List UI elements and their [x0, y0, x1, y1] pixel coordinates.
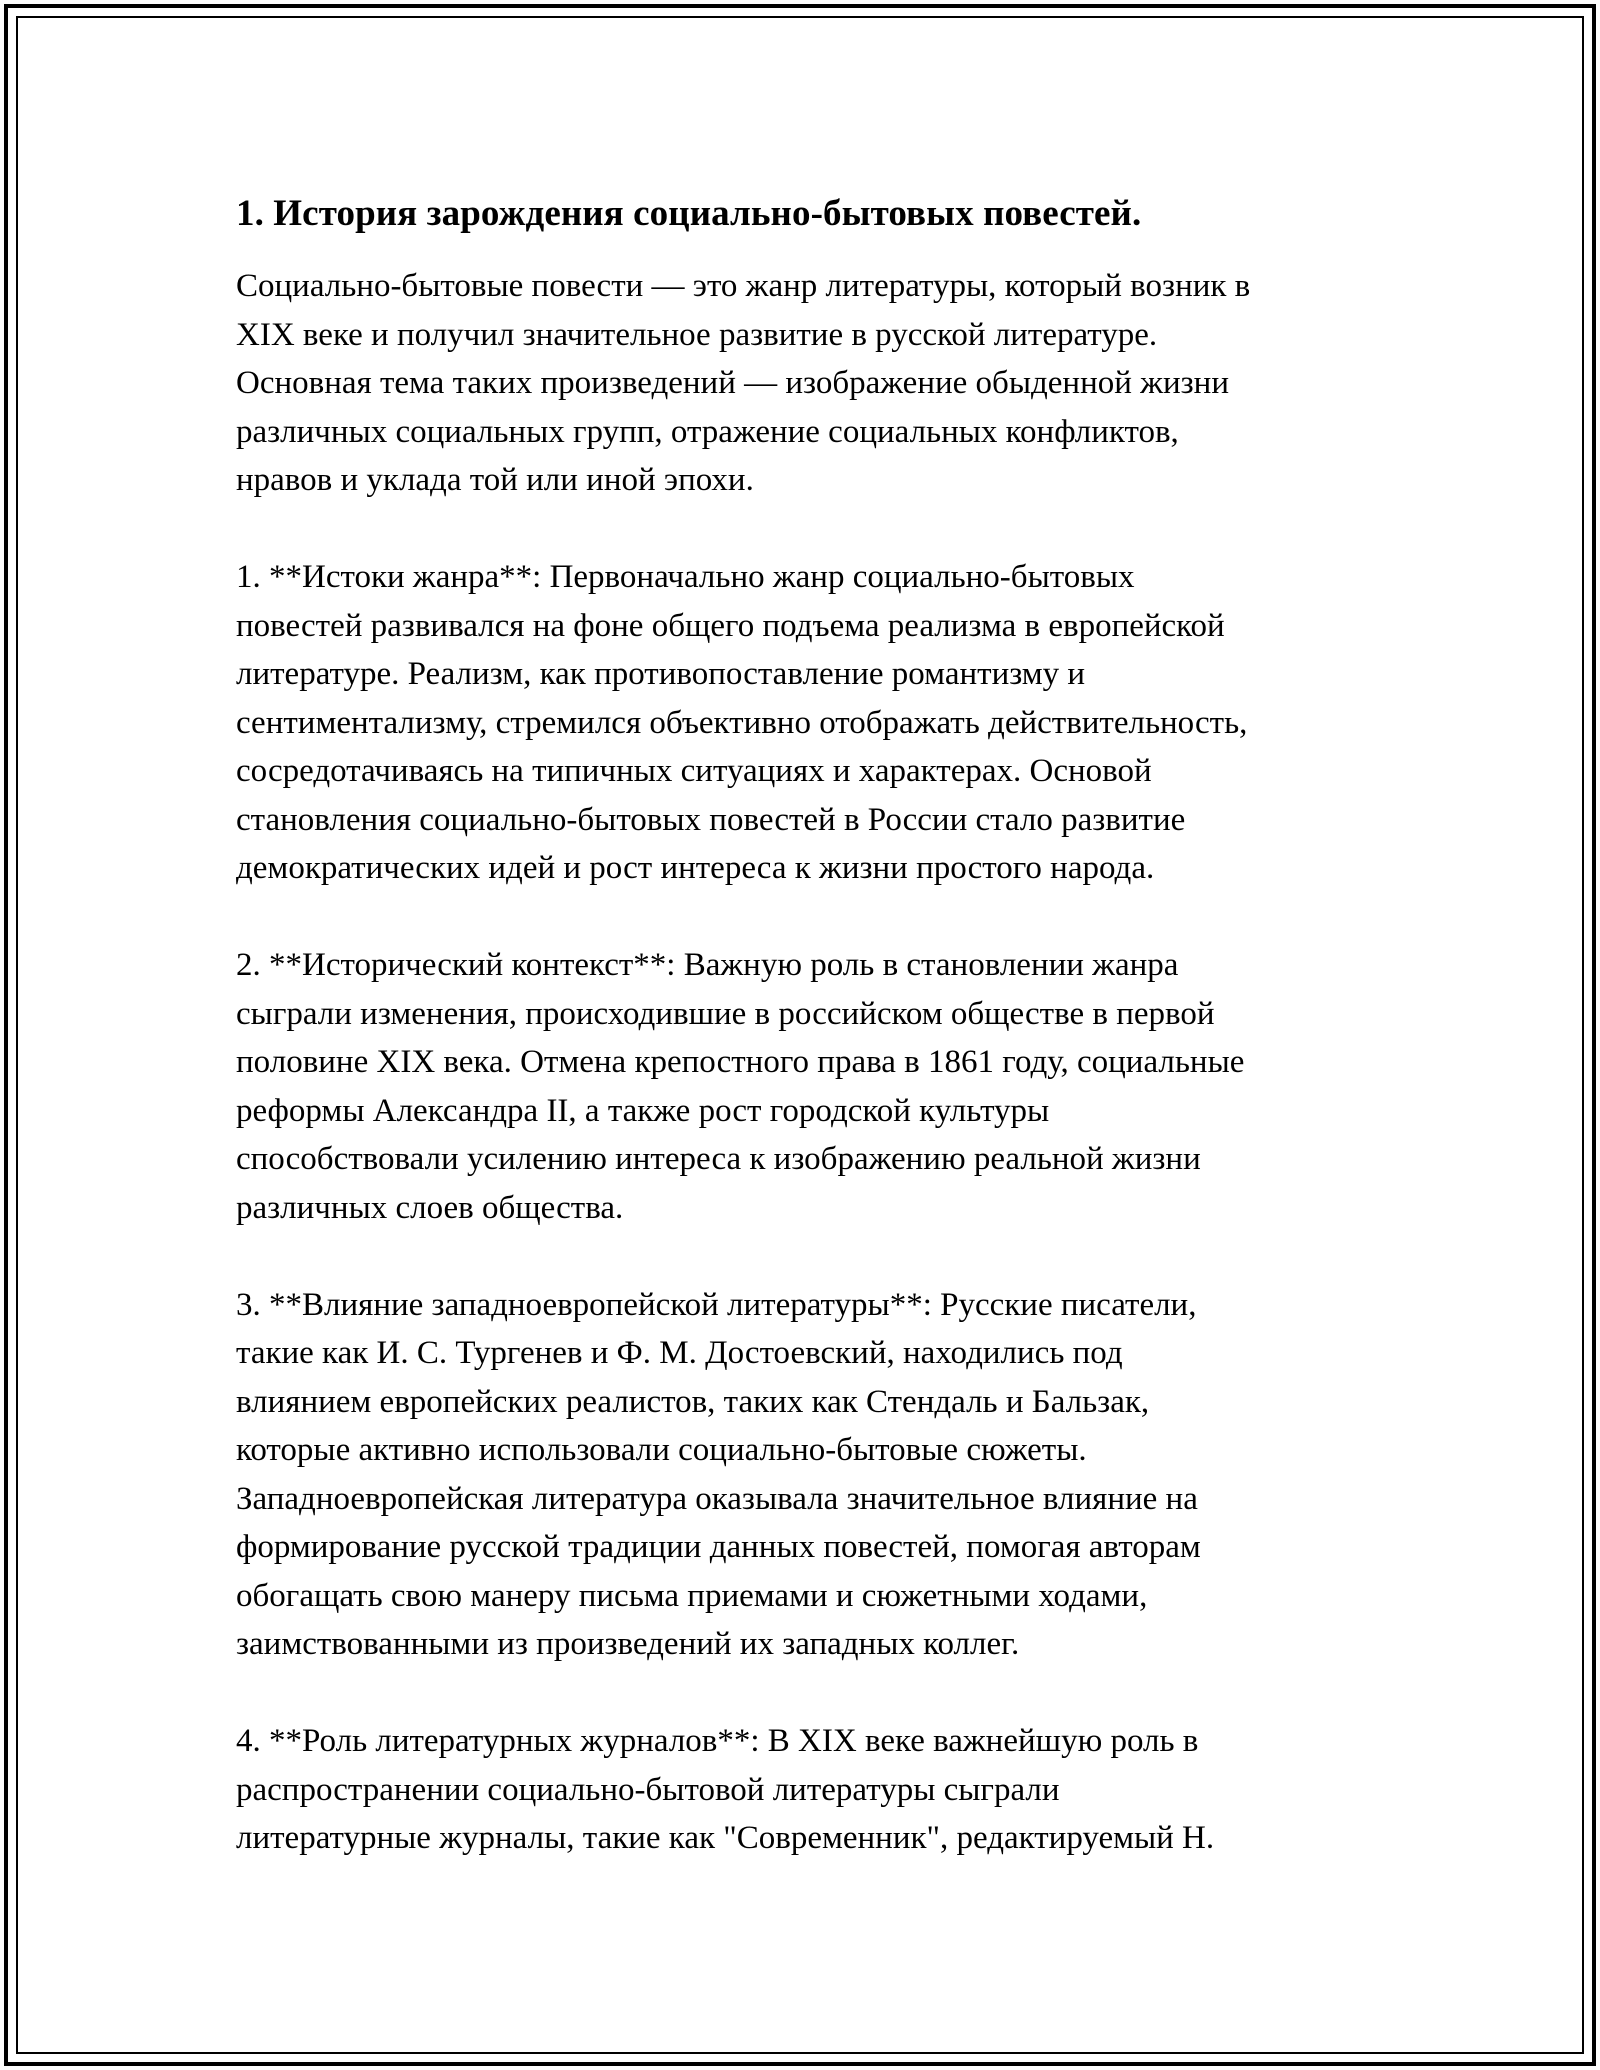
- paragraph-intro: Социально-бытовые повести — это жанр литературы, который возник в XIX веке и получил значительное развитие в русской литературе. Основная тема таких произведений — изображение обыденной жизни различных социальных групп, отражение социальных конфликтов, нравов и уклада той или иной эпохи.: [236, 268, 1251, 498]
- document-body: [236, 186, 1376, 1863]
- section-heading: 1. История зарождения социально-бытовых повестей.: [236, 193, 1142, 234]
- paragraph-historical-context: 2. **Исторический контекст**: Важную роль в становлении жанра сыграли изменения, происходившие в российском обществе в первой половине XIX века. Отмена крепостного права в 1861 году, социальные реформы Александра II, а также рост городской культуры способствовали усилению интереса к изображению реальной жизни различных слоев общества.: [236, 947, 1245, 1226]
- paragraph-origins: 1. **Истоки жанра**: Первоначально жанр социально-бытовых повестей развивался на фоне общего подъема реализма в европейской литературе. Реализм, как противопоставление романтизму и сентиментализму, стремился объективно отображать действительность, сосредотачиваясь на типичных ситуациях и характерах. Основой становления социально-бытовых повестей в России стало развитие демократических идей и рост интереса к жизни простого народа.: [236, 559, 1248, 886]
- paragraph-literary-journals: 4. **Роль литературных журналов**: В XIX веке важнейшую роль в распространении социально-бытовой литературы сыграли литературные журналы, такие как "Современник", редактируемый Н.: [236, 1723, 1215, 1856]
- paragraph-western-influence: 3. **Влияние западноевропейской литературы**: Русские писатели, такие как И. С. Тургенев и Ф. М. Достоевский, находились под влиянием европейских реалистов, таких как Стендаль и Бальзак, которые активно использовали социально-бытовые сюжеты. Западноевропейская литература оказывала значительное влияние на формирование русской традиции данных повестей, помогая авторам обогащать свою манеру письма приемами и сюжетными ходами, заимствованными из произведений их западных коллег.: [236, 1286, 1201, 1662]
